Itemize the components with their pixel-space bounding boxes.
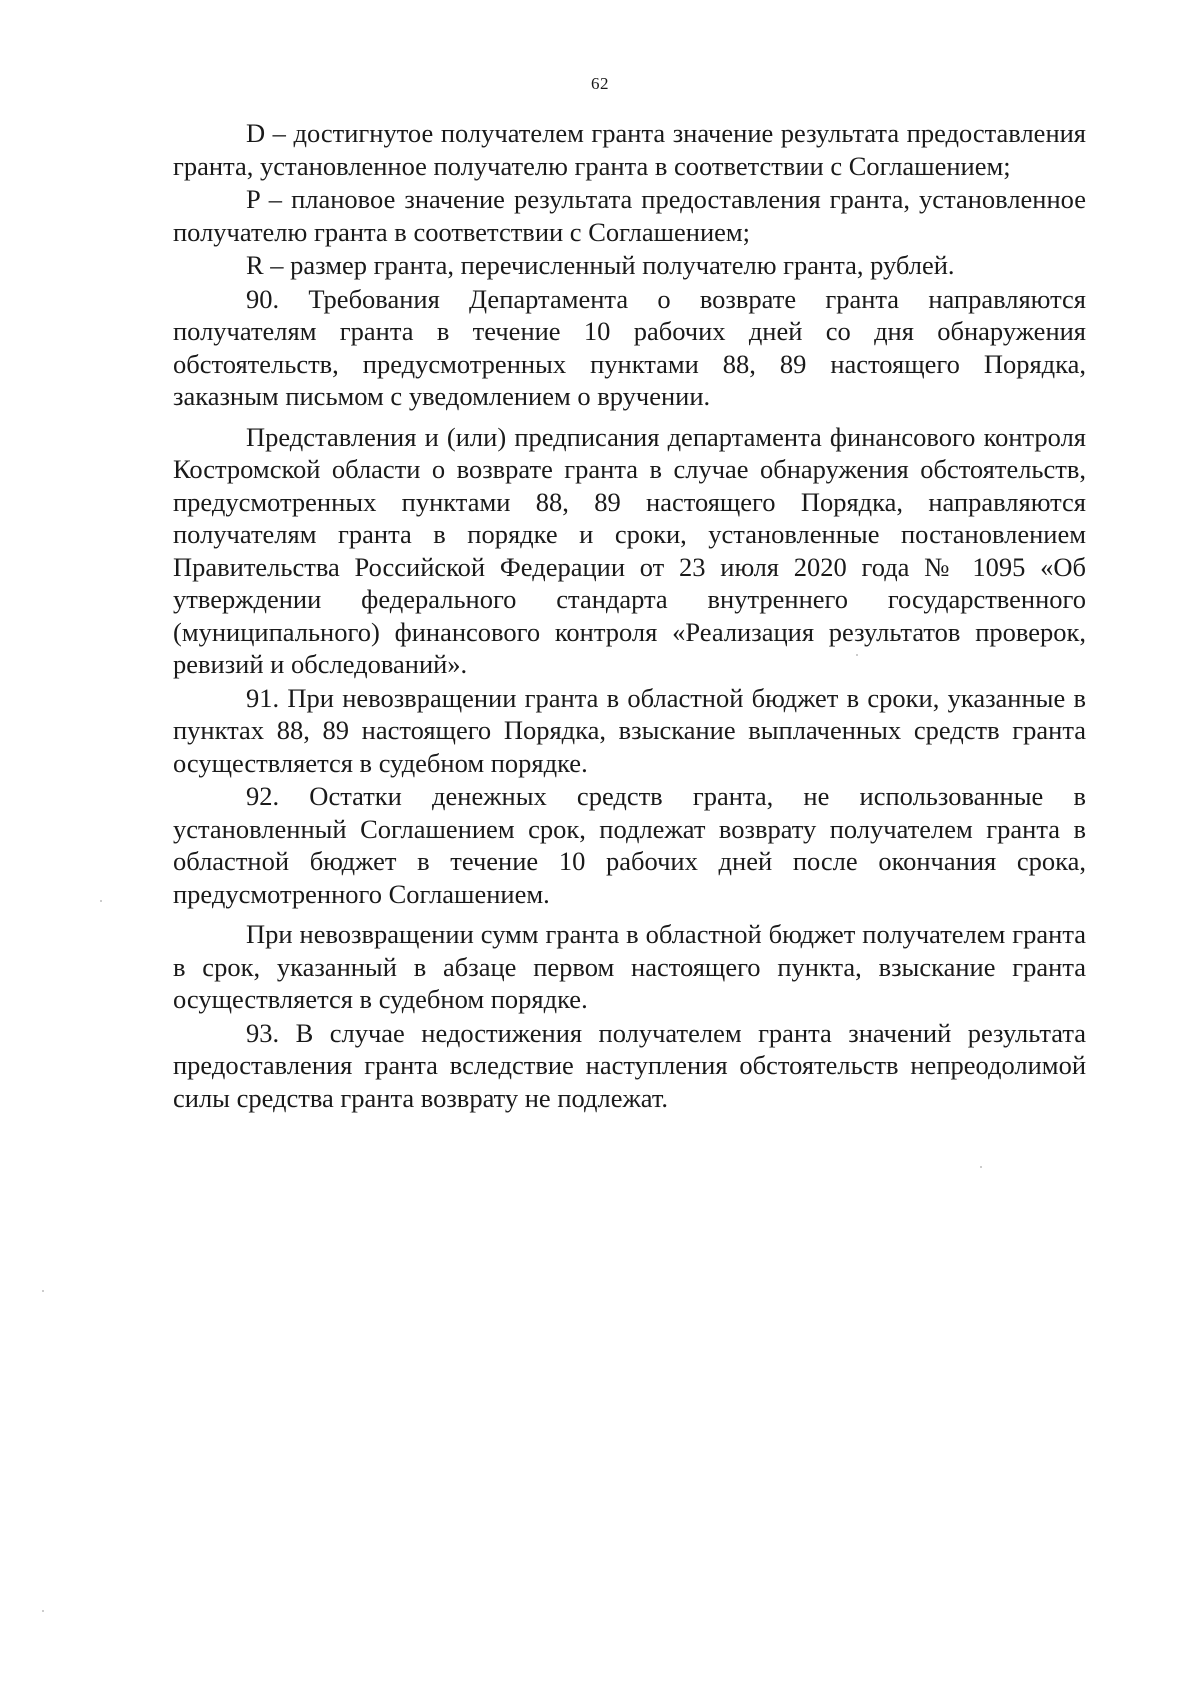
paragraph-item-92: 92. Остатки денежных средств гранта, не использованные в установленный Соглашением срок, подлежат возврату получателем гранта в областной бюджет в течение 10 рабочих дней после окончания срока, предусмотренного Соглашением.: [173, 781, 1086, 909]
page-number: 62: [591, 74, 609, 93]
paragraph-r-definition: R – размер гранта, перечисленный получателю гранта, рублей.: [246, 250, 955, 280]
scan-speck: [856, 654, 858, 656]
scan-speck: [42, 1610, 44, 1612]
scan-speck: [100, 900, 102, 902]
paragraph-d-definition: D – достигнутое получателем гранта значение результата предоставления гранта, установленное получателю гранта в соответствии с Соглашением;: [173, 118, 1086, 181]
scan-speck: [42, 1290, 44, 1292]
document-body: [173, 117, 1086, 1114]
paragraph-item-90-representations: Представления и (или) предписания департамента финансового контроля Костромской области о возврате гранта в случае обнаружения обстоятельств, предусмотренных пунктами 88, 89 настоящего Порядка, направляются получателям гранта в порядке и сроки, установленные постановлением Правительства Российской Федерации от 23 июля 2020 года № 1095 «Об утверждении федерального стандарта внутреннего государственного (муниципального) финансового контроля «Реализация результатов проверок, ревизий и обследований».: [173, 421, 1086, 679]
paragraph-item-91: 91. При невозвращении гранта в областной бюджет в сроки, указанные в пунктах 88, 89 настоящего Порядка, взыскание выплаченных средств гранта осуществляется в судебном порядке.: [173, 682, 1086, 778]
paragraph-item-90: 90. Требования Департамента о возврате гранта направляются получателям гранта в течение 10 рабочих дней со дня обнаружения обстоятельств, предусмотренных пунктами 88, 89 настоящего Порядка, заказным письмом с уведомлением о вручении.: [173, 283, 1086, 411]
scan-speck: [980, 1166, 982, 1168]
paragraph-item-92-non-return: При невозвращении сумм гранта в областной бюджет получателем гранта в срок, указанный в абзаце первом настоящего пункта, взыскание гранта осуществляется в судебном порядке.: [173, 919, 1086, 1014]
paragraph-item-93: 93. В случае недостижения получателем гранта значений результата предоставления гранта вследствие наступления обстоятельств непреодолимой силы средства гранта возврату не подлежат.: [173, 1017, 1086, 1113]
paragraph-p-definition: P – плановое значение результата предоставления гранта, установленное получателю гранта в соответствии с Соглашением;: [173, 184, 1086, 247]
